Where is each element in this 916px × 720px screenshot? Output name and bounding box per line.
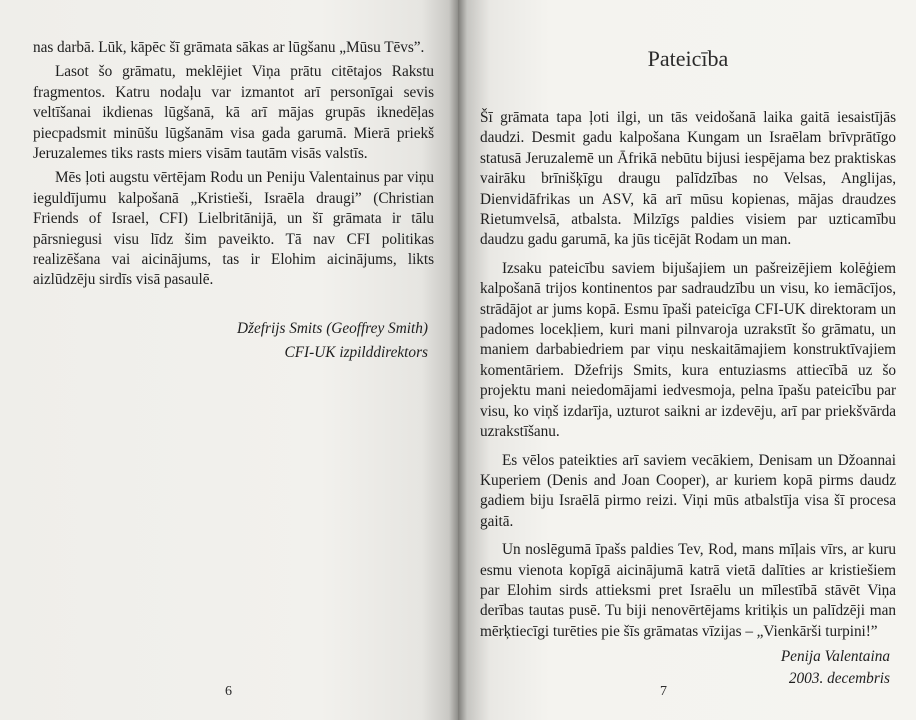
right-page [458,0,916,720]
acknowledgement-signature [480,646,896,690]
page-number-left: 6 [225,684,232,699]
page-number-right: 7 [660,684,667,699]
signature-name: Džefrijs Smits (Geoffrey Smith) [236,319,428,337]
signature-title: CFI-UK izpilddirektors [284,343,428,361]
page-heading: Pateicība [647,46,729,71]
signature-name: Penija Valentaina [780,648,890,666]
right-paragraph-1: Šī grāmata tapa ļoti ilgi, un tās veidošanā laika gaitā iesaistījās daudzi. Desmit gadu kalpošana Kungam un Israēlam brīvprātīgo statusā Jeruzalemē un Āfrikā nebūtu bijusi iespējama bez praktiskas vairāku brīnišķīgu draugu palīdzības no Velsas, Anglijas, Dienvidāfrikas un ASV, kā arī mūsu kopienas, mājas draudzes Rietumvelsā, atbalsta. Milzīgs paldies visiem par uzticamību daudzu gadu garumā, ka jūs ticējāt Rodam un man. [480,109,896,249]
signature-date: 2003. decembris [788,670,890,688]
left-paragraph-1: nas darbā. Lūk, kāpēc šī grāmata sākas ar lūgšanu „Mūsu Tēvs”. [33,39,425,56]
right-paragraph-2: Izsaku pateicību saviem bijušajiem un pašreizējiem kolēģiem kalpošanā trijos kontinentos par sadraudzību un visu, ko iemācījos, strādājot ar jums kopā. Esmu īpaši pateicīga CFI-UK direktoram un padomes locekļiem, kuri mani pilnvaroja uzrakstīt šo grāmatu, un maniem darbabiedriem par viņu neskaitāmajiem konstruktīvajiem komentāriem. Džefrijs Smits, kura entuziasms attiecībā uz šo projektu mani neiedomājami iedvesmoja, pelna īpašu pateicību par visu, ko viņš izdarīja, uzturot saikni ar izdevēju, arī par priekšvārda uzrakstīšanu. [480,259,896,441]
left-paragraph-2: Lasot šo grāmatu, meklējiet Viņa prātu citētajos Rakstu fragmentos. Katru nodaļu var izmantot arī personīgai sevis veltīšanai ikdienas lūgšanā, kā arī mājas grupās iknedēļas piecpadsmit minūšu lūgšanām visa gada garumā. Mierā priekš Jeruzalemes tiks rasts miers visām tautām visās valstīs. [33,63,434,163]
right-paragraph-3: Es vēlos pateikties arī saviem vecākiem, Denisam un Džoannai Kuperiem (Denis and Joan Cooper), ar kuriem kopā pirms daudz gadiem biju Israēlā pirmo reizi. Viņi mūs atbalstīja visa šī procesa gaitā. [480,451,896,530]
left-paragraph-3: Mēs ļoti augstu vērtējam Rodu un Peniju Valentainus par viņu ieguldījumu kalpošanā „Kristieši, Israēla draugi” (Christian Friends of Israel, CFI) Lielbritānijā, un šī grāmata ir tālu pārsniegusi visu līdz šim paveikto. Tā nav CFI politikas realizēšana vai aicinājums, tas ir Elohim aicinājums, likts aizlūdzēju sirdīs visā pasaulē. [33,169,434,289]
foreword-signature [33,317,434,365]
right-paragraph-4: Un noslēgumā īpašs paldies Tev, Rod, mans mīļais vīrs, ar kuru esmu vienota kopīgā aicinājumā katrā vietā dalīties ar kristiešiem par Elohim sirds attieksmi pret Israēlu un mīlestībā stāvēt Viņa derības tautas pusē. Tu biji nenovērtējams kritiķis un palīdzēji man mērķtiecīgi turēties pie šīs grāmatas vīzijas – „Vienkārši turpini!” [480,541,896,640]
